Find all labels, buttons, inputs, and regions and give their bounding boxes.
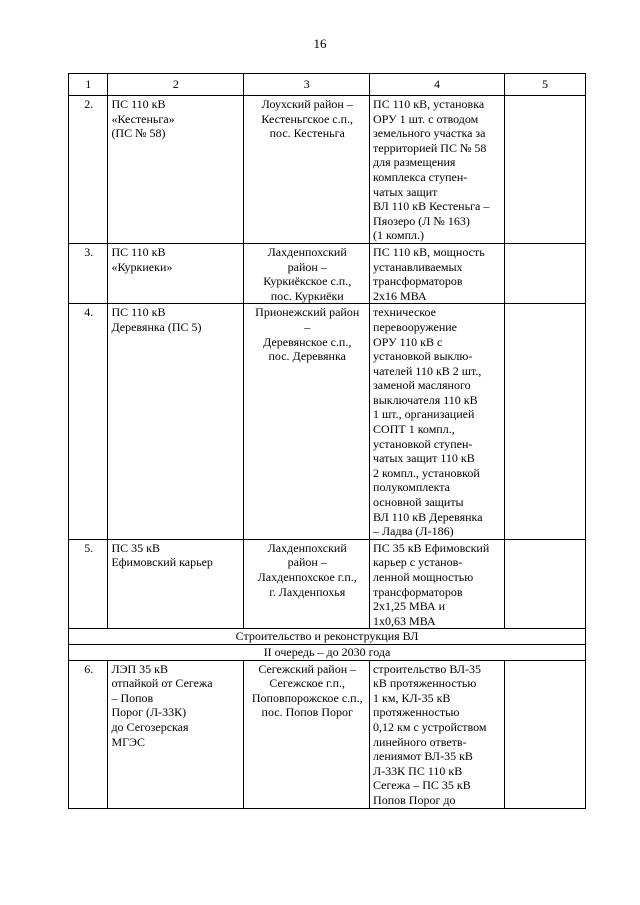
object-location (244, 539, 370, 629)
object-location-line: пос. Куркиёки (270, 288, 344, 303)
work-description-line: 2х1,25 МВА и (373, 599, 446, 614)
object-name-line: Деревянка (ПС 5) (111, 319, 202, 334)
object-name (108, 96, 244, 244)
object-name-line: (ПС № 58) (111, 126, 166, 141)
work-description-line: Попов Порог до (373, 792, 456, 807)
object-name-line: – Попов (111, 690, 154, 705)
object-location-line: Прионежский район (255, 305, 360, 320)
work-description-line: для размещения (373, 155, 456, 170)
work-description-line: заменой масляного (373, 378, 471, 393)
work-description-line: Л-33К ПС 110 кВ (373, 763, 463, 778)
note-cell (504, 660, 585, 808)
work-description (370, 304, 505, 540)
work-description-line: техническое (373, 305, 436, 320)
objects-table (68, 73, 586, 809)
object-location-line: Лахденпохский (267, 244, 347, 259)
object-location-line: Сегежский район – (258, 661, 357, 676)
object-name (108, 539, 244, 629)
work-description-line: 2 компл., установкой (373, 465, 480, 480)
object-name-line: до Сегозерская (111, 719, 189, 734)
header-col-3: 3 (244, 74, 370, 96)
note-cell (504, 539, 585, 629)
object-location-line: Лахденпохское г.п., (257, 570, 357, 584)
work-description-line: установкой ступен- (373, 436, 473, 451)
row-number: 2. (69, 96, 108, 244)
work-description-line: 1 шт., организацией (373, 407, 475, 422)
work-description-line: ПС 35 кВ Ефимовский (373, 540, 490, 555)
work-description (370, 539, 505, 629)
table-body-2 (69, 660, 586, 808)
object-location-line: Лоухский район – (261, 97, 353, 111)
object-location (244, 96, 370, 244)
object-name-line: «Кестеньга» (111, 111, 175, 126)
work-description-line: Пяозеро (Л № 163) (373, 213, 470, 228)
work-description-line: полукомплекта (373, 480, 450, 495)
work-description-line: чатых защит (373, 184, 438, 199)
stage-title: II очередь – до 2030 года (69, 644, 586, 660)
page-number: 16 (313, 36, 327, 51)
work-description-line: чатых защит 110 кВ (373, 451, 475, 466)
work-description (370, 660, 505, 808)
work-description-line: ВЛ 110 кВ Кестеньга – (373, 199, 490, 214)
object-location-line: пос. Попов Порог (261, 705, 353, 720)
work-description-line: ПС 110 кВ, мощность (373, 244, 485, 259)
work-description-line: строительство ВЛ-35 (373, 661, 482, 676)
header-col-5: 5 (504, 74, 585, 96)
object-name (108, 304, 244, 540)
table-row (69, 539, 586, 629)
work-description-line: выключателя 110 кВ (373, 392, 478, 407)
object-name-line: ПС 110 кВ (111, 305, 166, 320)
work-description-line: территорией ПС № 58 (373, 140, 487, 155)
object-location-line: пос. Кестеньга (269, 126, 345, 141)
table-body (69, 96, 586, 629)
object-name-line: «Куркиеки» (111, 259, 173, 274)
work-description-line: СОПТ 1 компл., (373, 422, 455, 437)
note-cell (504, 243, 585, 303)
table-row (69, 660, 586, 808)
work-description-line: ОРУ 110 кВ с (373, 334, 443, 349)
work-description-line: 1 км, КЛ-35 кВ (373, 690, 451, 705)
work-description-line: перевооружение (373, 319, 458, 334)
table-row (69, 243, 586, 303)
work-description (370, 96, 505, 244)
work-description-line: (1 компл.) (373, 228, 425, 243)
row-number: 4. (69, 304, 108, 540)
work-description (370, 243, 505, 303)
object-location-line: г. Лахденпохья (269, 584, 346, 599)
object-name-line: ПС 110 кВ (111, 97, 166, 111)
object-name-line: Ефимовский карьер (111, 555, 213, 570)
object-location (244, 660, 370, 808)
row-number: 6. (69, 660, 108, 808)
work-description-line: комплекса ступен- (373, 169, 468, 184)
work-description-line: основной защиты (373, 495, 464, 510)
table-row (69, 304, 586, 540)
stage-title-row (69, 644, 586, 660)
work-description-line: установкой выклю- (373, 349, 473, 364)
object-location-line: Лахденпохский (267, 540, 347, 555)
work-description-line: ВЛ 110 кВ Деревянка (373, 509, 483, 524)
row-number: 3. (69, 243, 108, 303)
object-name (108, 660, 244, 808)
header-col-4: 4 (370, 74, 505, 96)
note-cell (504, 96, 585, 244)
work-description-line: чателей 110 кВ 2 шт., (373, 363, 482, 378)
work-description-line: лениямот ВЛ-35 кВ (373, 749, 473, 764)
work-description-line: Сегежа – ПС 35 кВ (373, 778, 471, 793)
object-name-line: отпайкой от Сегежа (111, 676, 213, 691)
work-description-line: 0,12 км с устройством (373, 719, 487, 734)
object-name-line: ПС 35 кВ (111, 540, 160, 555)
section-title: Строительство и реконструкция ВЛ (69, 629, 586, 645)
object-name-line: ПС 110 кВ (111, 244, 166, 259)
work-description-line: трансформаторов (373, 584, 463, 599)
work-description-line: трансформаторов (373, 274, 463, 289)
work-description-line: – Ладва (Л-186) (373, 524, 454, 539)
work-description-line: кВ протяженностью (373, 676, 477, 691)
work-description-line: ПС 110 кВ, установка (373, 97, 485, 111)
object-location-line: – (304, 319, 311, 334)
object-name-line: МГЭС (111, 734, 145, 749)
object-location-line: Поповпорожское с.п., (251, 690, 363, 705)
section-title-row (69, 629, 586, 645)
work-description-line: устанавливаемых (373, 259, 463, 274)
header-col-2: 2 (108, 74, 244, 96)
object-location (244, 304, 370, 540)
table-header-row (69, 74, 586, 96)
work-description-line: карьер с установ- (373, 555, 463, 570)
table-row (69, 96, 586, 244)
object-location-line: район – (287, 259, 327, 274)
object-location-line: пос. Деревянка (268, 349, 346, 364)
work-description-line: протяженностью (373, 705, 460, 720)
object-name (108, 243, 244, 303)
object-name-line: ЛЭП 35 кВ (111, 661, 168, 676)
object-location-line: Сегежское г.п., (269, 676, 346, 691)
row-number: 5. (69, 539, 108, 629)
work-description-line: земельного участка за (373, 126, 486, 141)
header-col-1: 1 (69, 74, 108, 96)
work-description-line: линейного ответв- (373, 734, 467, 749)
work-description-line: 1х0,63 МВА (373, 613, 436, 628)
work-description-line: ленной мощностью (373, 570, 474, 584)
object-location (244, 243, 370, 303)
object-location-line: район – (287, 555, 327, 570)
work-description-line: 2х16 МВА (373, 288, 427, 303)
object-location-line: Кестеньгское с.п., (261, 111, 354, 126)
note-cell (504, 304, 585, 540)
work-description-line: ОРУ 1 шт. с отводом (373, 111, 479, 126)
object-location-line: Деревянское с.п., (263, 334, 352, 349)
object-name-line: Порог (Л-33К) (111, 705, 187, 720)
object-location-line: Куркиёкское с.п., (263, 274, 352, 289)
